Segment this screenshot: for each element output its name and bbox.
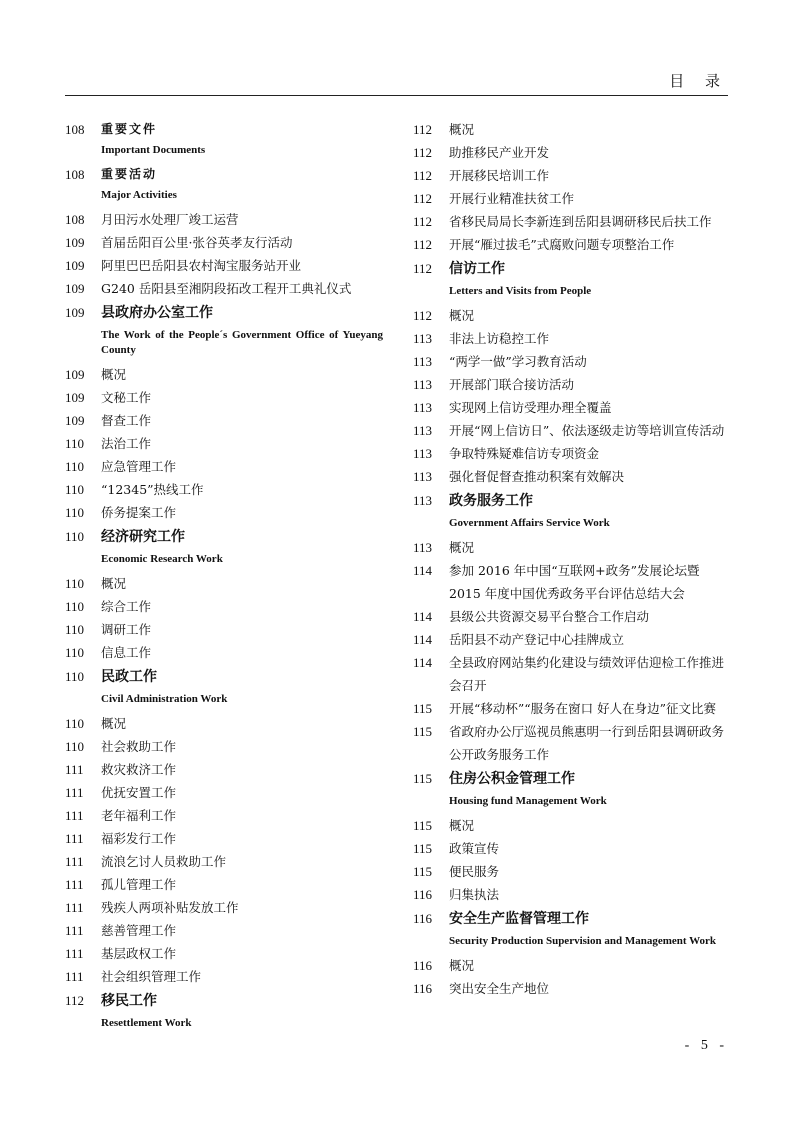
toc-entry-title: 侨务提案工作 (101, 505, 177, 520)
toc-entry-title: 开展部门联合接访活动 (449, 377, 575, 392)
toc-page-number: 116 (413, 981, 433, 996)
toc-entry-title: 福彩发行工作 (101, 831, 177, 846)
toc-entry (65, 827, 383, 850)
toc-english-title: Government Affairs Service Work (449, 517, 610, 529)
toc-entry-title: 概况 (449, 308, 475, 323)
toc-entry (65, 942, 383, 965)
toc-page-number: 116 (413, 911, 433, 926)
toc-entry-title: 救灾救济工作 (101, 762, 177, 777)
toc-english-title: Resettlement Work (101, 1017, 192, 1029)
toc-entry (413, 118, 731, 141)
toc-entry-title: 县级公共资源交易平台整合工作启动 (449, 609, 650, 624)
toc-entry (65, 432, 383, 455)
toc-entry (65, 254, 383, 277)
toc-page-number: 110 (65, 459, 85, 474)
toc-page-number: 110 (65, 436, 85, 451)
toc-page-number: 114 (413, 609, 433, 624)
toc-entry-title: 开展移民培训工作 (449, 168, 550, 183)
toc-page-number: 115 (413, 818, 433, 833)
toc-entry-title: “12345”热线工作 (101, 482, 204, 497)
toc-section-heading (65, 664, 383, 690)
toc-entry (65, 919, 383, 942)
toc-entry (65, 386, 383, 409)
toc-entry-title: 流浪乞讨人员救助工作 (101, 854, 227, 869)
toc-entry-title: 月田污水处理厂竣工运营 (101, 212, 239, 227)
toc-entry-title: 概况 (449, 122, 475, 137)
toc-entry (413, 697, 731, 720)
toc-entry-title: 概况 (101, 716, 127, 731)
toc-page-number: 115 (413, 771, 433, 786)
toc-page-number: 112 (413, 308, 433, 323)
toc-page-number: 109 (65, 258, 85, 273)
toc-page-number: 110 (65, 739, 85, 754)
toc-entry-title: 移民工作 (101, 993, 157, 1009)
toc-entry (413, 187, 731, 210)
toc-entry-title: 实现网上信访受理办理全覆盖 (449, 400, 612, 415)
toc-entry-title: 非法上访稳控工作 (449, 331, 550, 346)
toc-page-number: 113 (413, 377, 433, 392)
toc-entry (65, 618, 383, 641)
toc-entry-title: 基层政权工作 (101, 946, 177, 961)
toc-entry (65, 850, 383, 873)
toc-section-heading (65, 524, 383, 550)
toc-entry (413, 954, 731, 977)
toc-entry-title: 孤儿管理工作 (101, 877, 177, 892)
toc-entry-title: 社会组织管理工作 (101, 969, 202, 984)
toc-section-heading (413, 488, 731, 514)
toc-entry (413, 210, 731, 233)
toc-english-title: Housing fund Management Work (449, 795, 607, 807)
toc-subheading (65, 163, 383, 186)
toc-entry-title: 法治工作 (101, 436, 152, 451)
toc-entry (413, 327, 731, 350)
toc-page-number: 113 (413, 354, 433, 369)
toc-page-number: 113 (413, 469, 433, 484)
toc-entry-title: 督查工作 (101, 413, 152, 428)
toc-entry-title: 县政府办公室工作 (101, 305, 213, 321)
toc-page-number: 110 (65, 716, 85, 731)
toc-page-number: 109 (65, 235, 85, 250)
toc-entry (65, 873, 383, 896)
toc-page-number: 110 (65, 529, 85, 544)
toc-entry-title: 综合工作 (101, 599, 152, 614)
toc-entry-title: 岳阳县不动产登记中心挂牌成立 (449, 632, 625, 647)
toc-entry-title: 助推移民产业开发 (449, 145, 550, 160)
toc-entry-title: 概况 (101, 367, 127, 382)
toc-entry (65, 409, 383, 432)
toc-entry-title: 开展行业精准扶贫工作 (449, 191, 575, 206)
toc-entry (413, 304, 731, 327)
toc-entry (65, 758, 383, 781)
toc-page-number: 111 (65, 762, 84, 777)
toc-section-heading (65, 300, 383, 326)
toc-entry-title: 慈善管理工作 (101, 923, 177, 938)
toc-entry (65, 735, 383, 758)
toc-page-number: 108 (65, 167, 85, 182)
toc-page-number: 116 (413, 887, 433, 902)
toc-page-number: 110 (65, 599, 85, 614)
toc-english-title: Civil Administration Work (101, 693, 228, 705)
toc-entry-title: 开展“网上信访日”、依法逐级走访等培训宣传活动 (449, 423, 725, 438)
toc-entry (413, 141, 731, 164)
toc-section-heading (65, 988, 383, 1014)
toc-entry (413, 559, 731, 605)
toc-entry-title: 经济研究工作 (101, 529, 185, 545)
toc-entry-title: 信息工作 (101, 645, 152, 660)
toc-page-number: 113 (413, 423, 433, 438)
toc-page-number: 115 (413, 724, 433, 739)
toc-page-number: 110 (65, 622, 85, 637)
toc-page-number: 114 (413, 563, 433, 578)
toc-page-number: 110 (65, 576, 85, 591)
toc-entry-title: 全县政府网站集约化建设与绩效评估迎检工作推进会召开 (449, 655, 725, 693)
toc-page-number: 112 (413, 237, 433, 252)
toc-entry (413, 536, 731, 559)
toc-page-number: 112 (413, 191, 433, 206)
toc-entry (65, 231, 383, 254)
toc-entry (413, 373, 731, 396)
toc-entry-title: 首届岳阳百公里·张谷英孝友行活动 (101, 235, 293, 250)
toc-page-number: 113 (413, 331, 433, 346)
toc-page-number: 110 (65, 505, 85, 520)
toc-entry (65, 595, 383, 618)
toc-english-title: Letters and Visits from People (449, 285, 592, 297)
toc-entry-title: 概况 (449, 958, 475, 973)
toc-page-number: 111 (65, 785, 84, 800)
toc-page-number: 112 (413, 145, 433, 160)
toc-entry (65, 208, 383, 231)
toc-page-number: 109 (65, 413, 85, 428)
toc-entry (65, 501, 383, 524)
toc-entry-title: 参加 2016 年中国“互联网+政务”发展论坛暨 2015 年度中国优秀政务平台评估总结大会 (449, 563, 700, 601)
toc-entry-title: 政务服务工作 (449, 493, 533, 509)
toc-page-number: 111 (65, 831, 84, 846)
toc-english-title: Economic Research Work (101, 553, 223, 565)
toc-page-number: 114 (413, 655, 433, 670)
toc-entry-title: “两学一做”学习教育活动 (449, 354, 587, 369)
toc-entry-title: 开展“雁过拔毛”式腐败问题专项整治工作 (449, 237, 675, 252)
toc-english-title: Major Activities (101, 189, 177, 201)
toc-entry (413, 419, 731, 442)
toc-entry (413, 233, 731, 256)
toc-page-number: 109 (65, 367, 85, 382)
header-rule (65, 95, 728, 96)
toc-right-column (413, 118, 731, 1000)
header-title: 目 录 (669, 72, 728, 90)
toc-entry (413, 883, 731, 906)
toc-entry-title: 开展“移动杯”“服务在窗口 好人在身边”征文比赛 (449, 701, 717, 716)
toc-entry-title: 重要文件 (101, 122, 158, 136)
toc-page-number: 111 (65, 923, 84, 938)
toc-page-number: 114 (413, 632, 433, 647)
toc-page-number: 113 (413, 446, 433, 461)
toc-entry-title: 优抚安置工作 (101, 785, 177, 800)
toc-english-title: The Work of the People´s Government Office of Yueyang County (101, 329, 383, 356)
toc-page-number: 111 (65, 877, 84, 892)
toc-entry (65, 804, 383, 827)
toc-entry (413, 720, 731, 766)
toc-entry-title: 强化督促督查推动积案有效解决 (449, 469, 625, 484)
toc-page-number: 109 (65, 281, 85, 296)
toc-entry (413, 977, 731, 1000)
toc-entry-title: 安全生产监督管理工作 (449, 911, 589, 927)
toc-entry-title: 省政府办公厅巡视员熊惠明一行到岳阳县调研政务公开政务服务工作 (449, 724, 725, 762)
toc-entry-title: 文秘工作 (101, 390, 152, 405)
toc-entry (65, 965, 383, 988)
toc-page-number: 111 (65, 969, 84, 984)
toc-subheading (65, 118, 383, 141)
toc-page-number: 113 (413, 493, 433, 508)
toc-entry (413, 396, 731, 419)
toc-entry (65, 277, 383, 300)
toc-page-number: 112 (413, 261, 433, 276)
toc-entry (413, 628, 731, 651)
toc-entry (413, 605, 731, 628)
toc-section-heading (413, 256, 731, 282)
toc-entry-title: 残疾人两项补贴发放工作 (101, 900, 239, 915)
toc-page-number: 112 (413, 214, 433, 229)
toc-entry (413, 465, 731, 488)
toc-entry-title: 政策宣传 (449, 841, 500, 856)
toc-page-number: 116 (413, 958, 433, 973)
toc-left-column (65, 118, 383, 1036)
toc-page-number: 109 (65, 390, 85, 405)
toc-entry-title: 概况 (449, 540, 475, 555)
toc-page-number: 112 (65, 993, 85, 1008)
toc-entry (413, 442, 731, 465)
toc-entry-title: 阿里巴巴岳阳县农村淘宝服务站开业 (101, 258, 302, 273)
toc-entry (65, 781, 383, 804)
toc-entry (413, 814, 731, 837)
toc-entry (413, 860, 731, 883)
toc-entry (65, 363, 383, 386)
toc-entry (65, 896, 383, 919)
toc-entry-title: 重要活动 (101, 167, 158, 181)
toc-entry-title: G240 岳阳县至湘阴段拓改工程开工典礼仪式 (101, 281, 352, 296)
toc-entry (65, 455, 383, 478)
toc-page-number: 110 (65, 482, 85, 497)
toc-page-number: 108 (65, 122, 85, 137)
toc-page-number: 115 (413, 841, 433, 856)
toc-page-number: 109 (65, 305, 85, 320)
page-number: - 5 - (684, 1038, 728, 1053)
toc-page-number: 111 (65, 808, 84, 823)
toc-entry (65, 478, 383, 501)
toc-english-title: Important Documents (101, 144, 206, 156)
toc-entry-title: 调研工作 (101, 622, 152, 637)
toc-entry-title: 概况 (449, 818, 475, 833)
toc-page-number: 115 (413, 864, 433, 879)
toc-entry-title: 民政工作 (101, 669, 157, 685)
toc-page-number: 110 (65, 645, 85, 660)
toc-page-number: 115 (413, 701, 433, 716)
toc-entry-title: 突出安全生产地位 (449, 981, 550, 996)
toc-entry-title: 便民服务 (449, 864, 500, 879)
toc-entry-title: 归集执法 (449, 887, 500, 902)
toc-page-number: 112 (413, 168, 433, 183)
toc-page-number: 113 (413, 540, 433, 555)
toc-entry (413, 164, 731, 187)
toc-entry-title: 老年福利工作 (101, 808, 177, 823)
toc-page-number: 111 (65, 946, 84, 961)
toc-entry (413, 837, 731, 860)
toc-section-heading (413, 766, 731, 792)
toc-entry-title: 争取特殊疑难信访专项资金 (449, 446, 600, 461)
toc-page-number: 113 (413, 400, 433, 415)
toc-entry (413, 651, 731, 697)
toc-entry (413, 350, 731, 373)
toc-page-number: 112 (413, 122, 433, 137)
toc-page-number: 111 (65, 900, 84, 915)
toc-entry-title: 信访工作 (449, 261, 505, 277)
toc-page-number: 111 (65, 854, 84, 869)
toc-entry-title: 省移民局局长李新连到岳阳县调研移民后扶工作 (449, 214, 712, 229)
toc-entry-title: 概况 (101, 576, 127, 591)
toc-entry-title: 社会救助工作 (101, 739, 177, 754)
toc-english-title: Security Production Supervision and Management Work (449, 935, 716, 947)
toc-entry (65, 641, 383, 664)
toc-section-heading (413, 906, 731, 932)
toc-entry-title: 应急管理工作 (101, 459, 177, 474)
toc-entry (65, 712, 383, 735)
toc-entry-title: 住房公积金管理工作 (449, 771, 575, 787)
toc-page-number: 108 (65, 212, 85, 227)
toc-page-number: 110 (65, 669, 85, 684)
toc-entry (65, 572, 383, 595)
